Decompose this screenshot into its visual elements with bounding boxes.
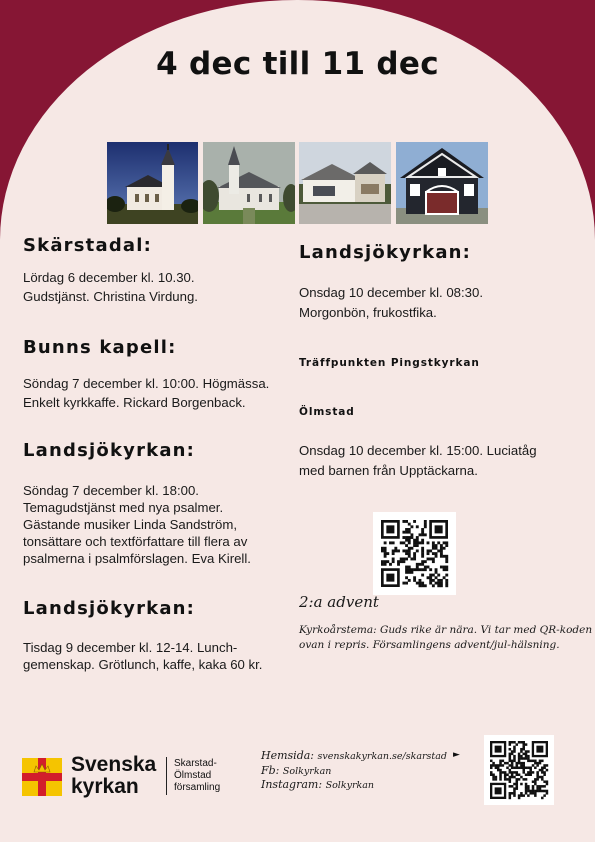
svenska-kyrkan-logo-icon [22,758,62,796]
facebook-label: Fb: [261,764,280,777]
instagram-label: Instagram: [261,778,323,791]
text-line: gemenskap. Grötlunch, kaffe, kaka 60 kr. [23,657,263,672]
heading-landsjokyrkan: Landsjökyrkan: [23,440,196,461]
qr-code-advent[interactable] [373,512,456,595]
text-line: Gudstjänst. Christina Virdung. [23,289,198,304]
instagram-link[interactable] [261,778,374,791]
advent-title: 2:a advent [299,593,379,611]
logo-word: Svenska [71,753,157,776]
heading-olmstad: Ölmstad [299,406,355,418]
facebook-value: Solkyrkan [282,766,332,777]
text-line: Morgonbön, frukostfika. [299,305,437,320]
parish-name: Skarstad- [174,758,217,769]
text-line: Onsdag 10 december kl. 08:30. [299,285,484,300]
instagram-value: Solkyrkan [325,780,375,791]
advent-text: ovan i repris. Församlingens advent/jul-hälsning. [299,639,560,651]
heading-bunns-kapell: Bunns kapell: [23,337,177,358]
heading-skarstadal: Skärstadal: [23,235,153,256]
logo-divider [166,757,167,795]
qr-code-website[interactable] [484,735,554,805]
heading-traffpunkten: Träffpunkten Pingstkyrkan [299,357,480,369]
photo-church-skarstadal [107,142,198,224]
photo-olmstad [396,142,488,224]
text-line: Söndag 7 december kl. 10:00. Högmässa. [23,376,270,391]
text-line: Temagudstjänst med nya psalmer. [23,500,224,515]
text-line: Lördag 6 december kl. 10.30. [23,270,195,285]
parish-name: församling [174,782,221,793]
website-label: Hemsida: [261,749,315,762]
heading-landsjokyrkan: Landsjökyrkan: [23,598,196,619]
text-line: Söndag 7 december kl. 18:00. [23,483,199,498]
advent-text: Kyrkoårstema: Guds rike är nära. Vi tar med QR-koden [299,624,593,636]
text-line: Gästande musiker Linda Sandström, [23,517,238,532]
text-line: Tisdag 9 december kl. 12-14. Lunch- [23,640,238,655]
text-line: psalmerna i psalmförslagen. Eva Kirell. [23,551,251,566]
website-link[interactable] [261,749,447,762]
parish-name: Ölmstad [174,770,212,781]
website-value: svenskakyrkan.se/skarstad [317,751,447,762]
arrow-right-icon: ► [453,750,460,760]
text-line: Enkelt kyrkkaffe. Rickard Borgenback. [23,395,246,410]
photo-bunns-kapell [299,142,391,224]
photo-church-landsjo [203,142,295,224]
text-line: tonsättare och textförfattare till flera av [23,534,248,549]
page-title: 4 dec till 11 dec [156,46,439,82]
logo-word: kyrkan [71,775,139,798]
text-line: med barnen från Upptäckarna. [299,463,478,478]
facebook-link[interactable] [261,764,331,777]
text-line: Onsdag 10 december kl. 15:00. Luciatåg [299,443,537,458]
heading-landsjokyrkan: Landsjökyrkan: [299,242,472,263]
